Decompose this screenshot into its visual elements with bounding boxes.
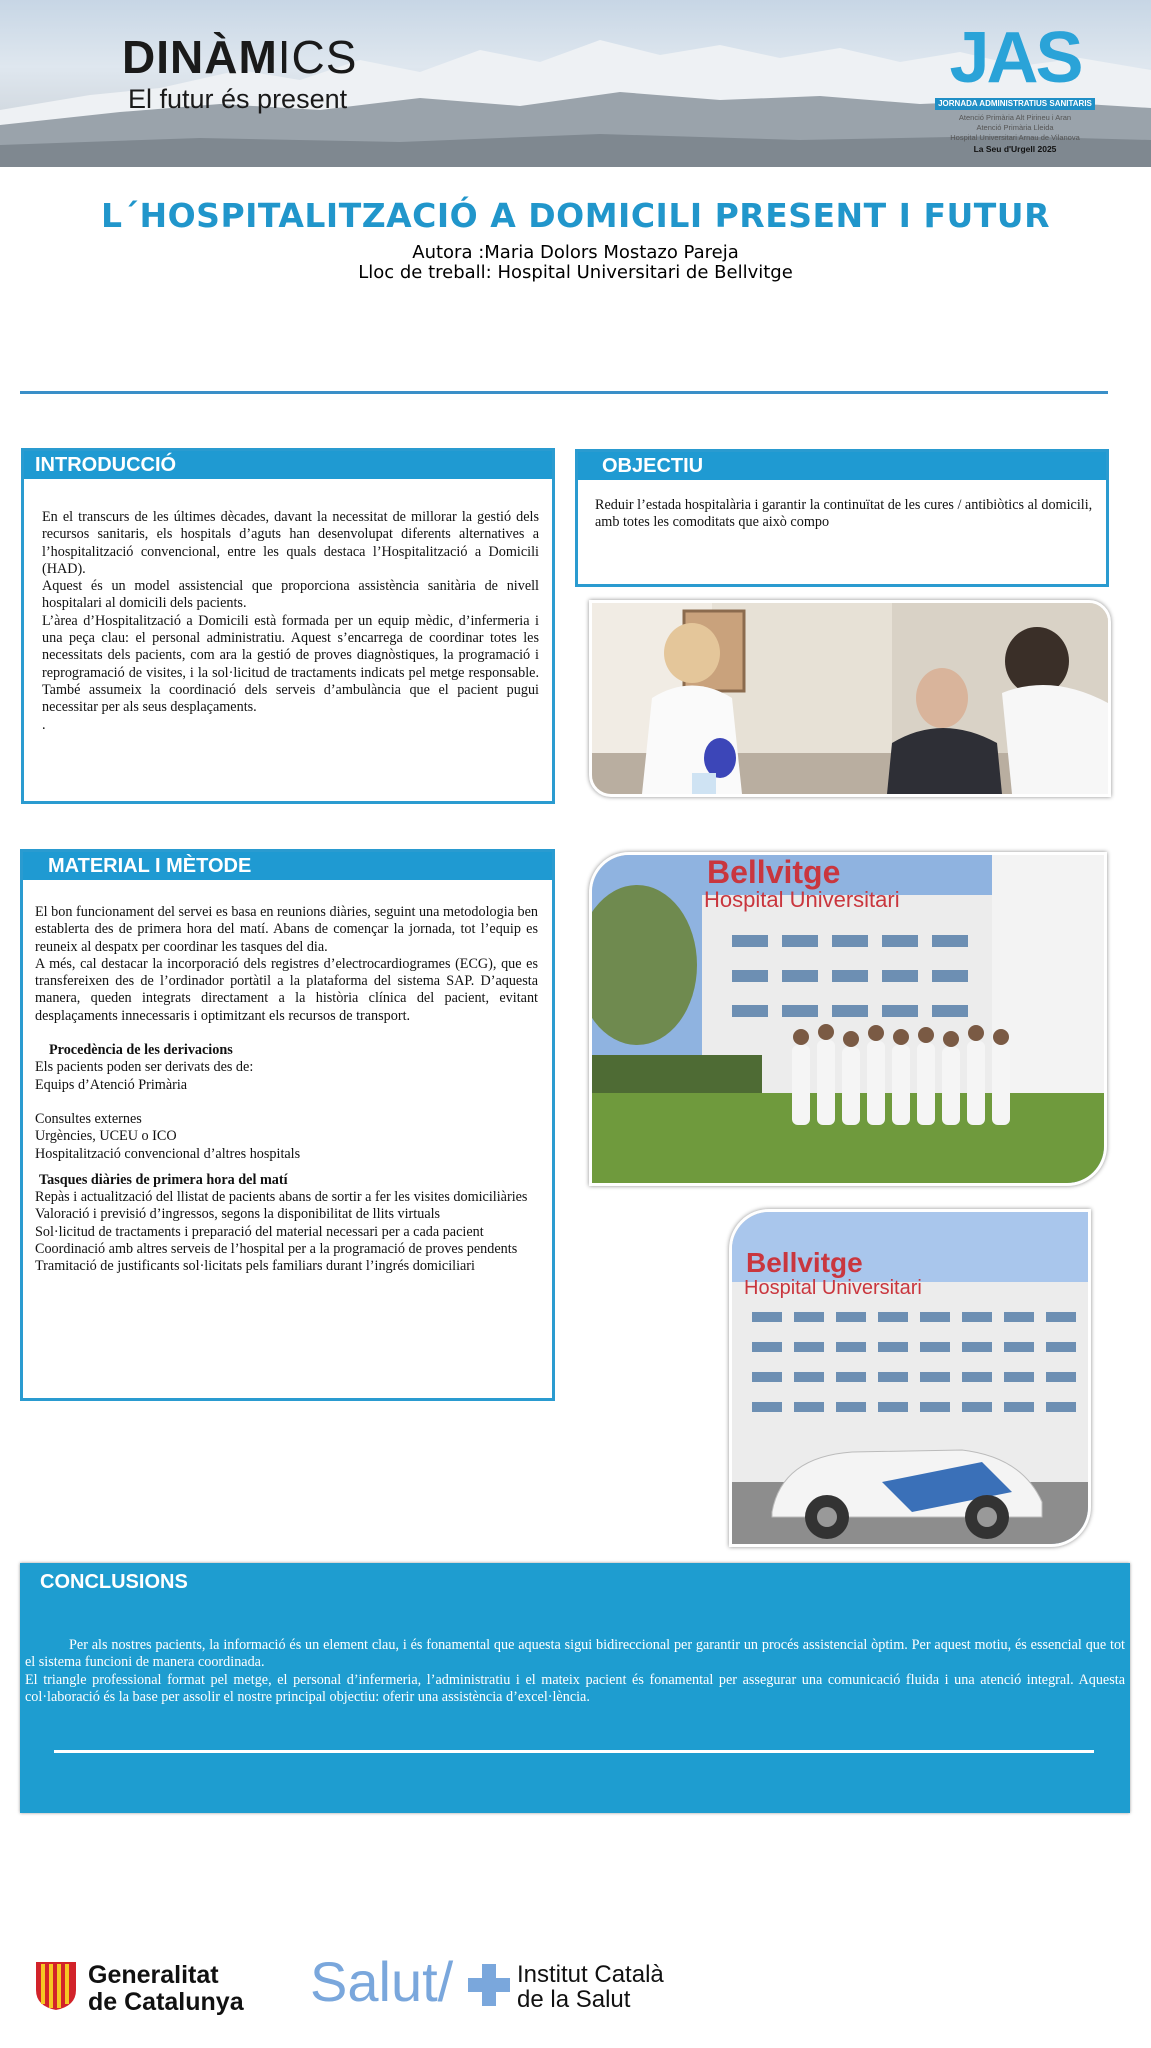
tasca-item: Tramitació de justificants sol·licitats pels familiars durant l’ingrés domiciliari	[35, 1258, 475, 1275]
salut-logo-text: Salut/	[310, 1950, 454, 2013]
ics-line-1: Institut Català	[517, 1961, 664, 1988]
conclusions-text	[25, 1637, 1125, 1706]
material-p2: A més, cal destacar la incorporació dels registres d’electrocardiogrames (ECG), que es transfereixen des de l’ordinador portàtil a la plataforma del sistema SAP. D’aquesta manera, queden integrats directament a la història clínica del pacient, evitant desplaçaments innecessaris i optimitzant els recursos de transport.	[35, 955, 538, 1024]
derivacio-item-5: Hospitalització convencional d’altres hospitals	[35, 1145, 301, 1162]
jas-logo-letters: JAS	[949, 18, 1081, 98]
jas-line-3: Hospital Universitari Arnau de Vilanova	[950, 133, 1080, 142]
introduccio-heading: INTRODUCCIÓ	[24, 451, 552, 479]
introduccio-p2: Aquest és un model assistencial que proporciona assistència sanitària de nivell hospitalari al domicili dels pacients.	[42, 578, 539, 612]
ics-logo-text	[517, 1962, 664, 2012]
introduccio-text	[42, 509, 539, 734]
objectiu-text: Reduir l’estada hospitalària i garantir la continuïtat de les cures / antibiòtics al domicili, amb totes les comoditats que això compo	[595, 497, 1093, 531]
author: Autora :Maria Dolors Mostazo Pareja	[412, 242, 739, 263]
photo-home-visit	[589, 600, 1111, 797]
tasques-subheading: Tasques diàries de primera hora del matí	[39, 1171, 288, 1188]
introduccio-p3: L’àrea d’Hospitalització a Domicili està formada per un equip mèdic, d’infermeria i una peça clau: el personal administratiu. Aquest s’encarrega de coordinar totes les necessitats dels pacients, com ara la gestió de proves diagnòstiques, la programació i reprogramació de visites, i la sol·licitud de tractaments indicats pel metge responsable. També assumeix la coordinació dels serveis d’ambulància que el pacient pugui necessitar per als seus desplaçaments.	[42, 612, 539, 716]
introduccio-p4: .	[42, 716, 46, 733]
ics-cross-icon	[468, 1964, 510, 2006]
conclusions-p1: Per als nostres pacients, la informació és un element clau, i és fonamental que aquesta sigui bidireccional per garantir un procés assistencial òptim. Per aquest motiu, és essencial que tot el sistema funcioni de manera coordinada.	[25, 1637, 1125, 1671]
derivacions-subheading: Procedència de les derivacions	[49, 1042, 233, 1059]
jas-line-4: La Seu d'Urgell 2025	[973, 144, 1057, 154]
material-heading: MATERIAL I MÈTODE	[23, 852, 552, 880]
brand-subtitle: El futur és present	[128, 84, 348, 114]
derivacio-item-1: Equips d’Atenció Primària	[35, 1076, 188, 1093]
gencat-line-2: de Catalunya	[88, 1988, 244, 2016]
photo-hospital-car	[729, 1209, 1091, 1547]
objectiu-box	[575, 449, 1109, 587]
introduccio-p1: En el transcurs de les últimes dècades, davant la necessitat de millorar la gestió dels recursos sanitaris, els hospitals d’aguts han desenvolupat diferents alternatives a l’hospitalització convencional, entre les quals destaca l’Hospitalització a Domicili (HAD).	[42, 509, 539, 577]
gencat-emblem-icon	[34, 1960, 78, 2012]
hospital-sign-name: Bellvitge	[746, 1247, 863, 1278]
hospital-sign-subtitle: Hospital Universitari	[744, 1277, 922, 1299]
jas-line-2: Atenció Primària Lleida	[976, 123, 1054, 132]
conclusions-p2: El triangle professional format pel metge, el personal d’infermeria, l’administratiu i el mateix pacient és fonamental per assegurar una comunicació fluida i una atenció integral. Aquesta col·laboració és la base per assolir el nostre principal objectiu: oferir una assistència d’excel·lència.	[25, 1671, 1125, 1705]
gencat-logo-text	[88, 1962, 244, 2016]
material-box	[20, 849, 555, 1401]
tasca-item: Coordinació amb altres serveis de l’hospital per a la programació de proves pendents	[35, 1241, 518, 1258]
jas-line-1: Atenció Primària Alt Pirineu i Aran	[958, 113, 1072, 122]
jas-band: JORNADA ADMINISTRATIUS SANITARIS	[935, 98, 1095, 110]
page-title: L´HOSPITALITZACIÓ A DOMICILI PRESENT I FUTUR	[100, 196, 1050, 235]
title-divider	[20, 391, 1108, 394]
derivacio-item-3: Consultes externes	[35, 1110, 142, 1127]
derivacio-item-2	[35, 1094, 538, 1111]
brand-title: DINÀMICS	[122, 31, 358, 83]
derivacions-intro: Els pacients poden ser derivats des de:	[35, 1059, 254, 1076]
conclusions-box	[20, 1563, 1130, 1813]
tasca-item: Valoració i previsió d’ingressos, segons la disponibilitat de llits virtuals	[35, 1206, 441, 1223]
tasca-item: Repàs i actualització del llistat de pacients abans de sortir a fer les visites domiciliàries	[35, 1189, 528, 1206]
hospital-sign-subtitle: Hospital Universitari	[704, 887, 900, 912]
material-p1: El bon funcionament del servei es basa en reunions diàries, seguint una metodologia ben establerta des de primera hora del matí. Abans de començar la jornada, tot l’equip es reuneix al despatx per coordinar les tasques del dia.	[35, 904, 538, 955]
introduccio-box	[21, 448, 555, 804]
workplace: Lloc de treball: Hospital Universitari de Bellvitge	[358, 262, 793, 283]
conclusions-divider	[54, 1750, 1094, 1753]
conclusions-heading: CONCLUSIONS	[40, 1571, 188, 1593]
hospital-sign-name: Bellvitge	[707, 855, 841, 890]
material-text	[35, 904, 538, 1276]
derivacio-item-4: Urgències, UCEU o ICO	[35, 1128, 177, 1145]
ics-line-2: de la Salut	[517, 1986, 631, 2013]
tasca-item: Sol·licitud de tractaments i preparació del material necessari per a cada pacient	[35, 1223, 484, 1240]
jas-logo	[935, 18, 1095, 158]
photo-team-hospital	[589, 852, 1107, 1186]
objectiu-heading: OBJECTIU	[578, 452, 1106, 480]
gencat-line-1: Generalitat	[88, 1961, 219, 1989]
